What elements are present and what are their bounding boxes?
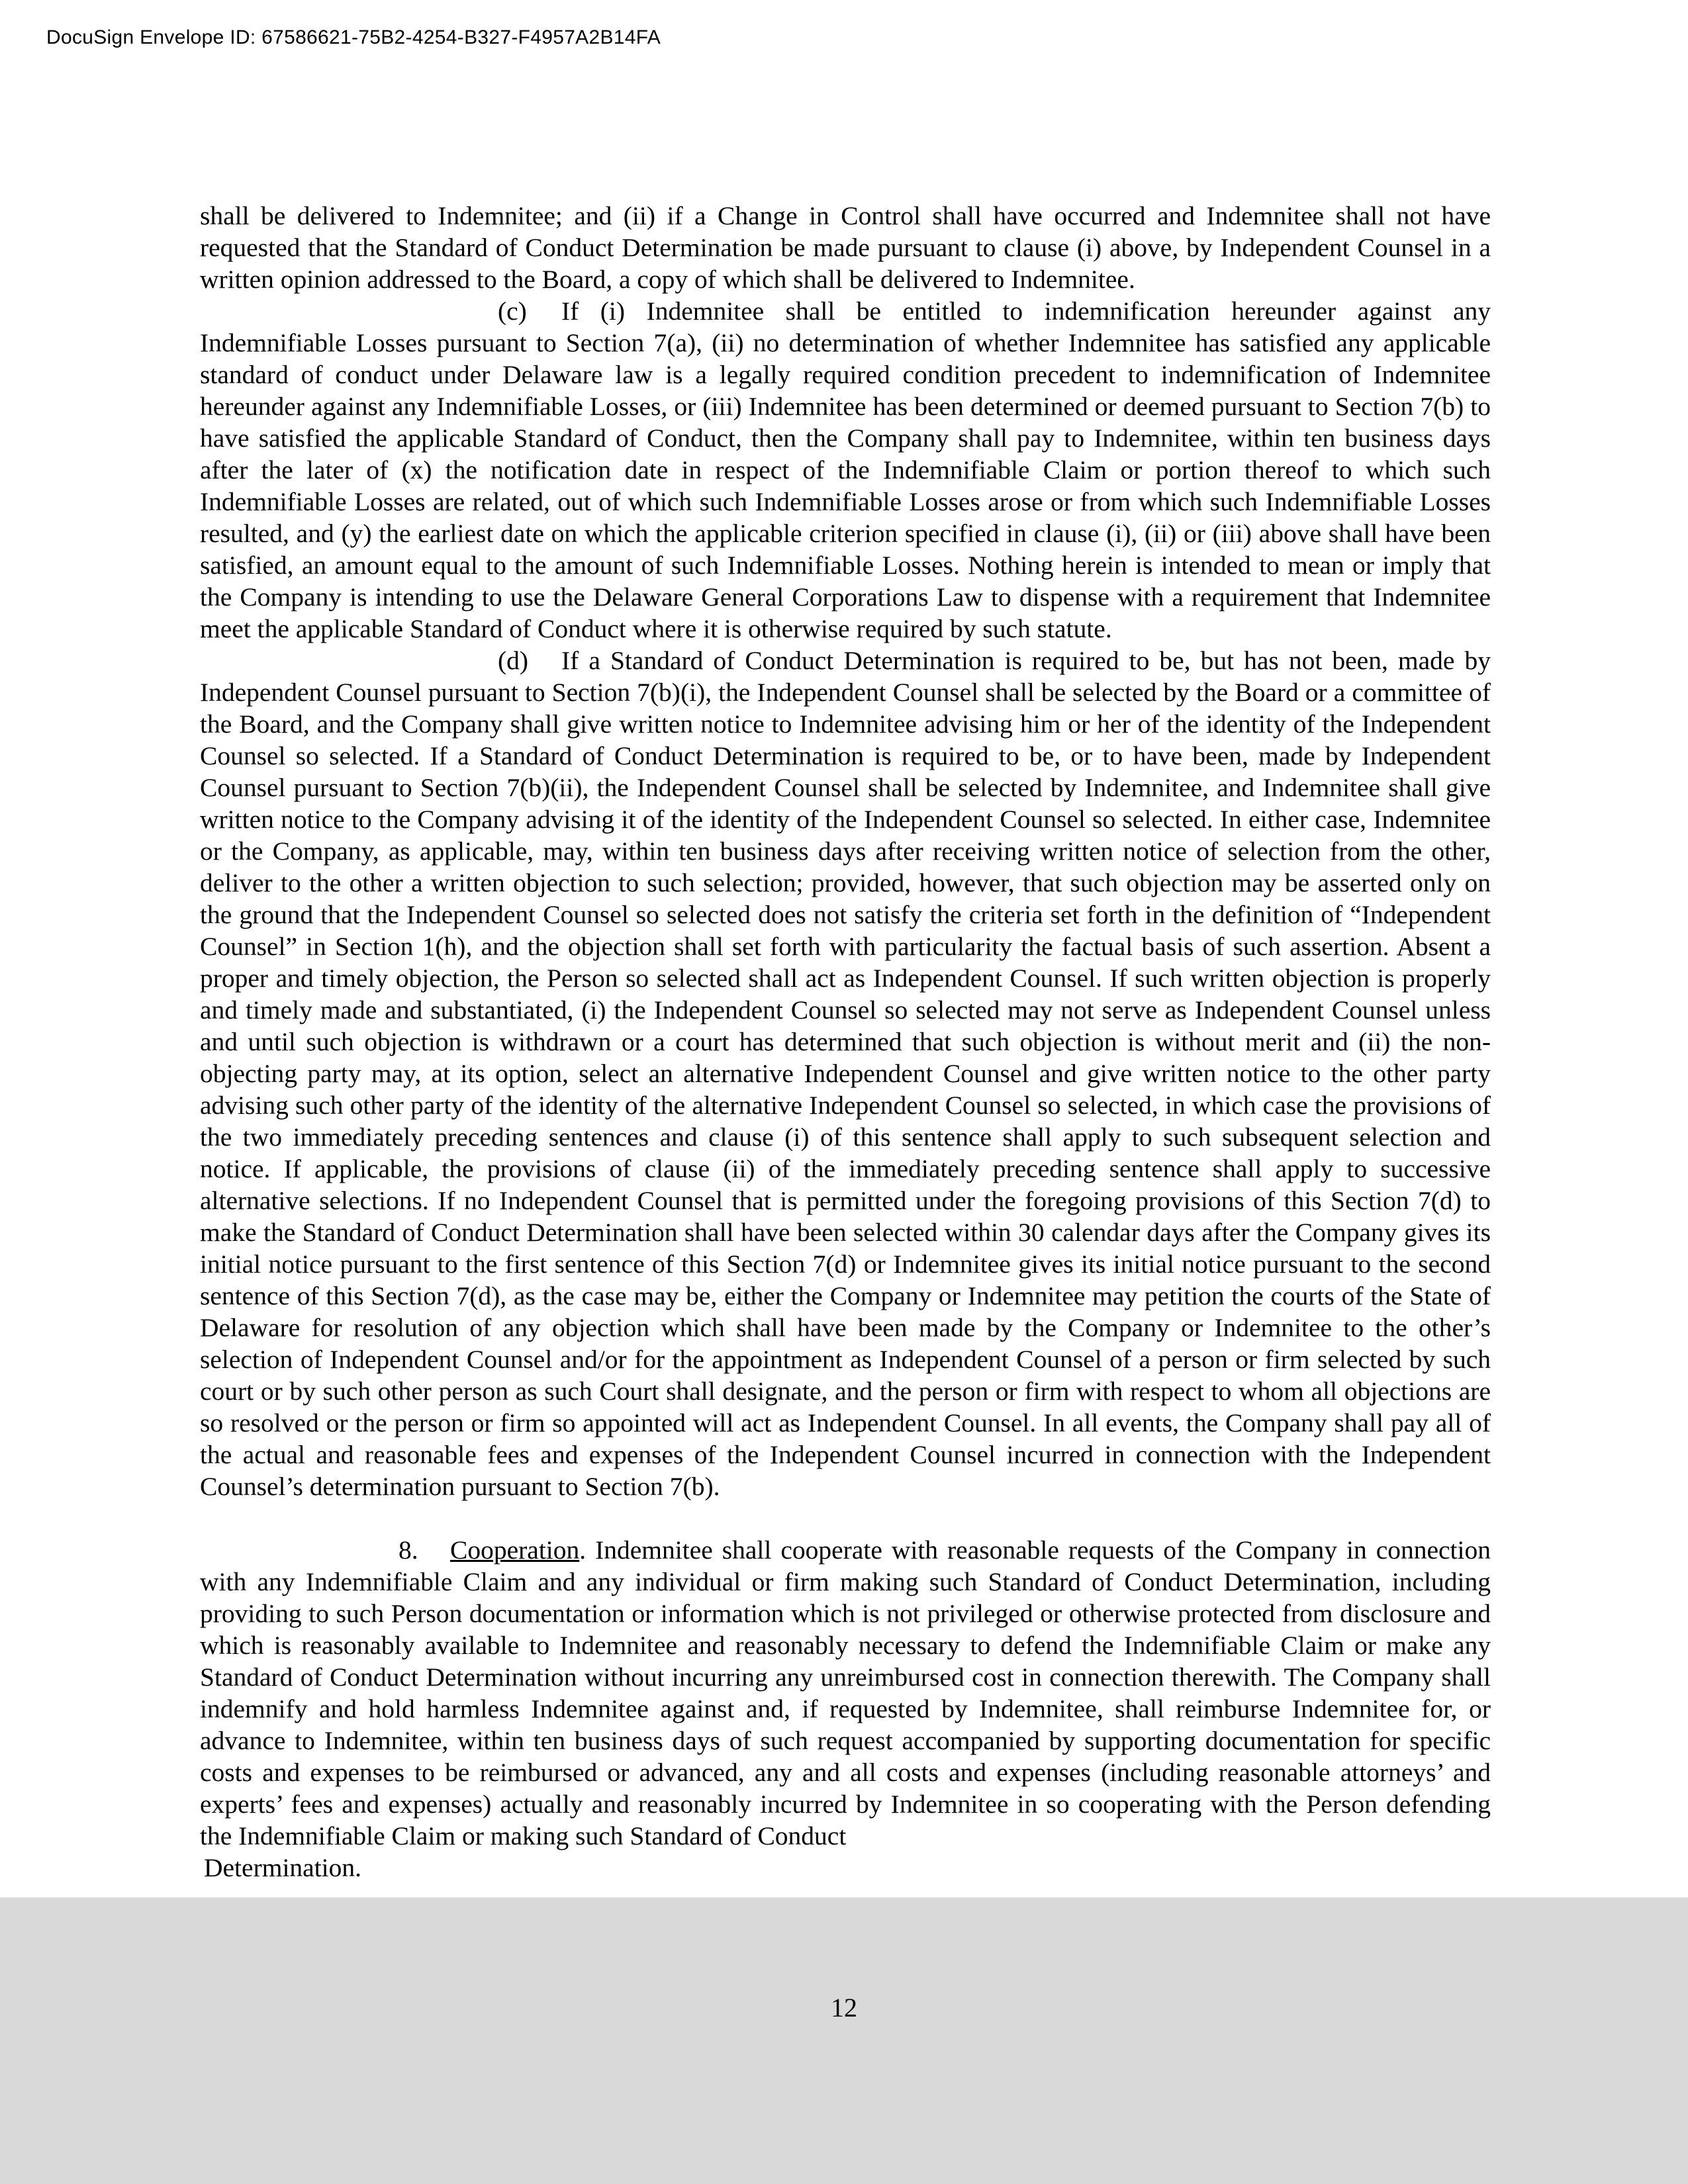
section-heading: Cooperation [450,1535,580,1565]
docusign-envelope-id: DocuSign Envelope ID: 67586621-75B2-4254-B327-F4957A2B14FA [46,26,661,48]
paragraph-continuation: shall be delivered to Indemnitee; and (ii) if a Change in Control shall have occurred and Indemnitee shall not have requested that the Standard of Conduct Determination be made pursuant to clause (i) above, by Independent Counsel in a written opinion addressed to the Board, a copy of which shall be delivered to Indemnitee. [200,201,1491,294]
clause-proviso: ; provided, however, [796,868,1015,897]
clause-text-d-part2: that such objection may be asserted only on the ground that the Independent Counsel so selected does not satisfy the criteria set forth in the definition of “Independent Counsel” in Section 1(h), and the objection shall set forth with particularity the factual basis of such assertion. Absent a proper and timely objection, the Person so selected shall act as Independent Counsel. If such written objection is properly and timely made and substantiated, (i) the Independent Counsel so selected may not serve as Independent Counsel unless and until such objection is withdrawn or a court has determined that such objection is without merit and (ii) the non-objecting party may, at its option, select an alternative Independent Counsel and give written notice to the other party advising such other party of the identity of the alternative Independent Counsel so selected, in which case the provisions of the two immediately preceding sentences and clause (i) of this sentence shall apply to such subsequent selection and notice. If applicable, the provisions of clause (ii) of the immediately preceding sentence shall apply to successive alternative selections. If no Independent Counsel that is permitted under the foregoing provisions of this Section 7(d) to make the Standard of Conduct Determination shall have been selected within 30 calendar days after the Company gives its initial notice pursuant to the first sentence of this Section 7(d) or Indemnitee gives its initial notice pursuant to the second sentence of this Section 7(d), as the case may be, either the Company or Indemnitee may petition the courts of the State of Delaware for resolution of any objection which shall have been made by the Company or Indemnitee to the other’s selection of Independent Counsel and/or for the appointment as Independent Counsel of a person or firm selected by such court or by such other person as such Court shall designate, and the person or firm with respect to whom all objections are so resolved or the person or firm so appointed will act as Independent Counsel. In all events, the Company shall pay all of the actual and reasonable fees and expenses of the Independent Counsel incurred in connection with the Independent Counsel’s determination pursuant to Section 7(b). [200,868,1491,1501]
document-body [200,200,1491,1884]
clause-text-c: If (i) Indemnitee shall be entitled to indemnification hereunder against any Indemnifiable Losses pursuant to Section 7(a), (ii) no determination of whether Indemnitee has satisfied any applicable standard of conduct under Delaware law is a legally required condition precedent to indemnification of Indemnitee hereunder against any Indemnifiable Losses, or (iii) Indemnitee has been determined or deemed pursuant to Section 7(b) to have satisfied the applicable Standard of Conduct, then the Company shall pay to Indemnitee, within ten business days after the later of (x) the notification date in respect of the Indemnifiable Claim or portion thereof to which such Indemnifiable Losses are related, out of which such Indemnifiable Losses arose or from which such Indemnifiable Losses resulted, and (y) the earliest date on which the applicable criterion specified in clause (i), (ii) or (iii) above shall have been satisfied, an amount equal to the amount of such Indemnifiable Losses. Nothing herein is intended to mean or imply that the Company is intending to use the Delaware General Corporations Law to dispense with a requirement that Indemnitee meet the applicable Standard of Conduct where it is otherwise required by such statute. [200,296,1491,643]
page-number: 12 [831,1993,857,2023]
clause-text-d-part1: If a Standard of Conduct Determination is required to be, but has not been, made by Independent Counsel pursuant to Section 7(b)(i), the Independent Counsel shall be selected by the Board or a committee of the Board, and the Company shall give written notice to Indemnitee advising him or her of the identity of the Independent Counsel so selected. If a Standard of Conduct Determination is required to be, or to have been, made by Independent Counsel pursuant to Section 7(b)(ii), the Independent Counsel shall be selected by Indemnitee, and Indemnitee shall give written notice to the Company advising it of the identity of the Independent Counsel so selected. In either case, Indemnitee or the Company, as applicable, may, within ten business days after receiving written notice of selection from the other, deliver to the other a written objection to such selection [200,646,1491,897]
page-footer-band [0,1897,1688,2184]
section-8-last-line: Determination. [204,1853,362,1882]
paragraph-7c [200,295,1491,645]
section-8-cooperation [200,1534,1491,1852]
clause-label-c: (c) [498,296,527,326]
clause-label-d: (d) [498,646,529,675]
section-text: . Indemnitee shall cooperate with reasonable requests of the Company in connection with any Indemnifiable Claim and any individual or firm making such Standard of Conduct Determination, including providing to such Person documentation or information which is not privileged or otherwise protected from disclosure and which is reasonably available to Indemnitee and reasonably necessary to defend the Indemnifiable Claim or make any Standard of Conduct Determination without incurring any unreimbursed cost in connection therewith. The Company shall indemnify and hold harmless Indemnitee against and, if requested by Indemnitee, shall reimburse Indemnitee for, or advance to Indemnitee, within ten business days of such request accompanied by supporting documentation for specific costs and expenses to be reimbursed or advanced, any and all costs and expenses (including reasonable attorneys’ and experts’ fees and expenses) actually and reasonably incurred by Indemnitee in so cooperating with the Person defending the Indemnifiable Claim or making such Standard of Conduct [200,1535,1491,1850]
paragraph-7d [200,645,1491,1502]
section-number: 8. [399,1535,418,1565]
